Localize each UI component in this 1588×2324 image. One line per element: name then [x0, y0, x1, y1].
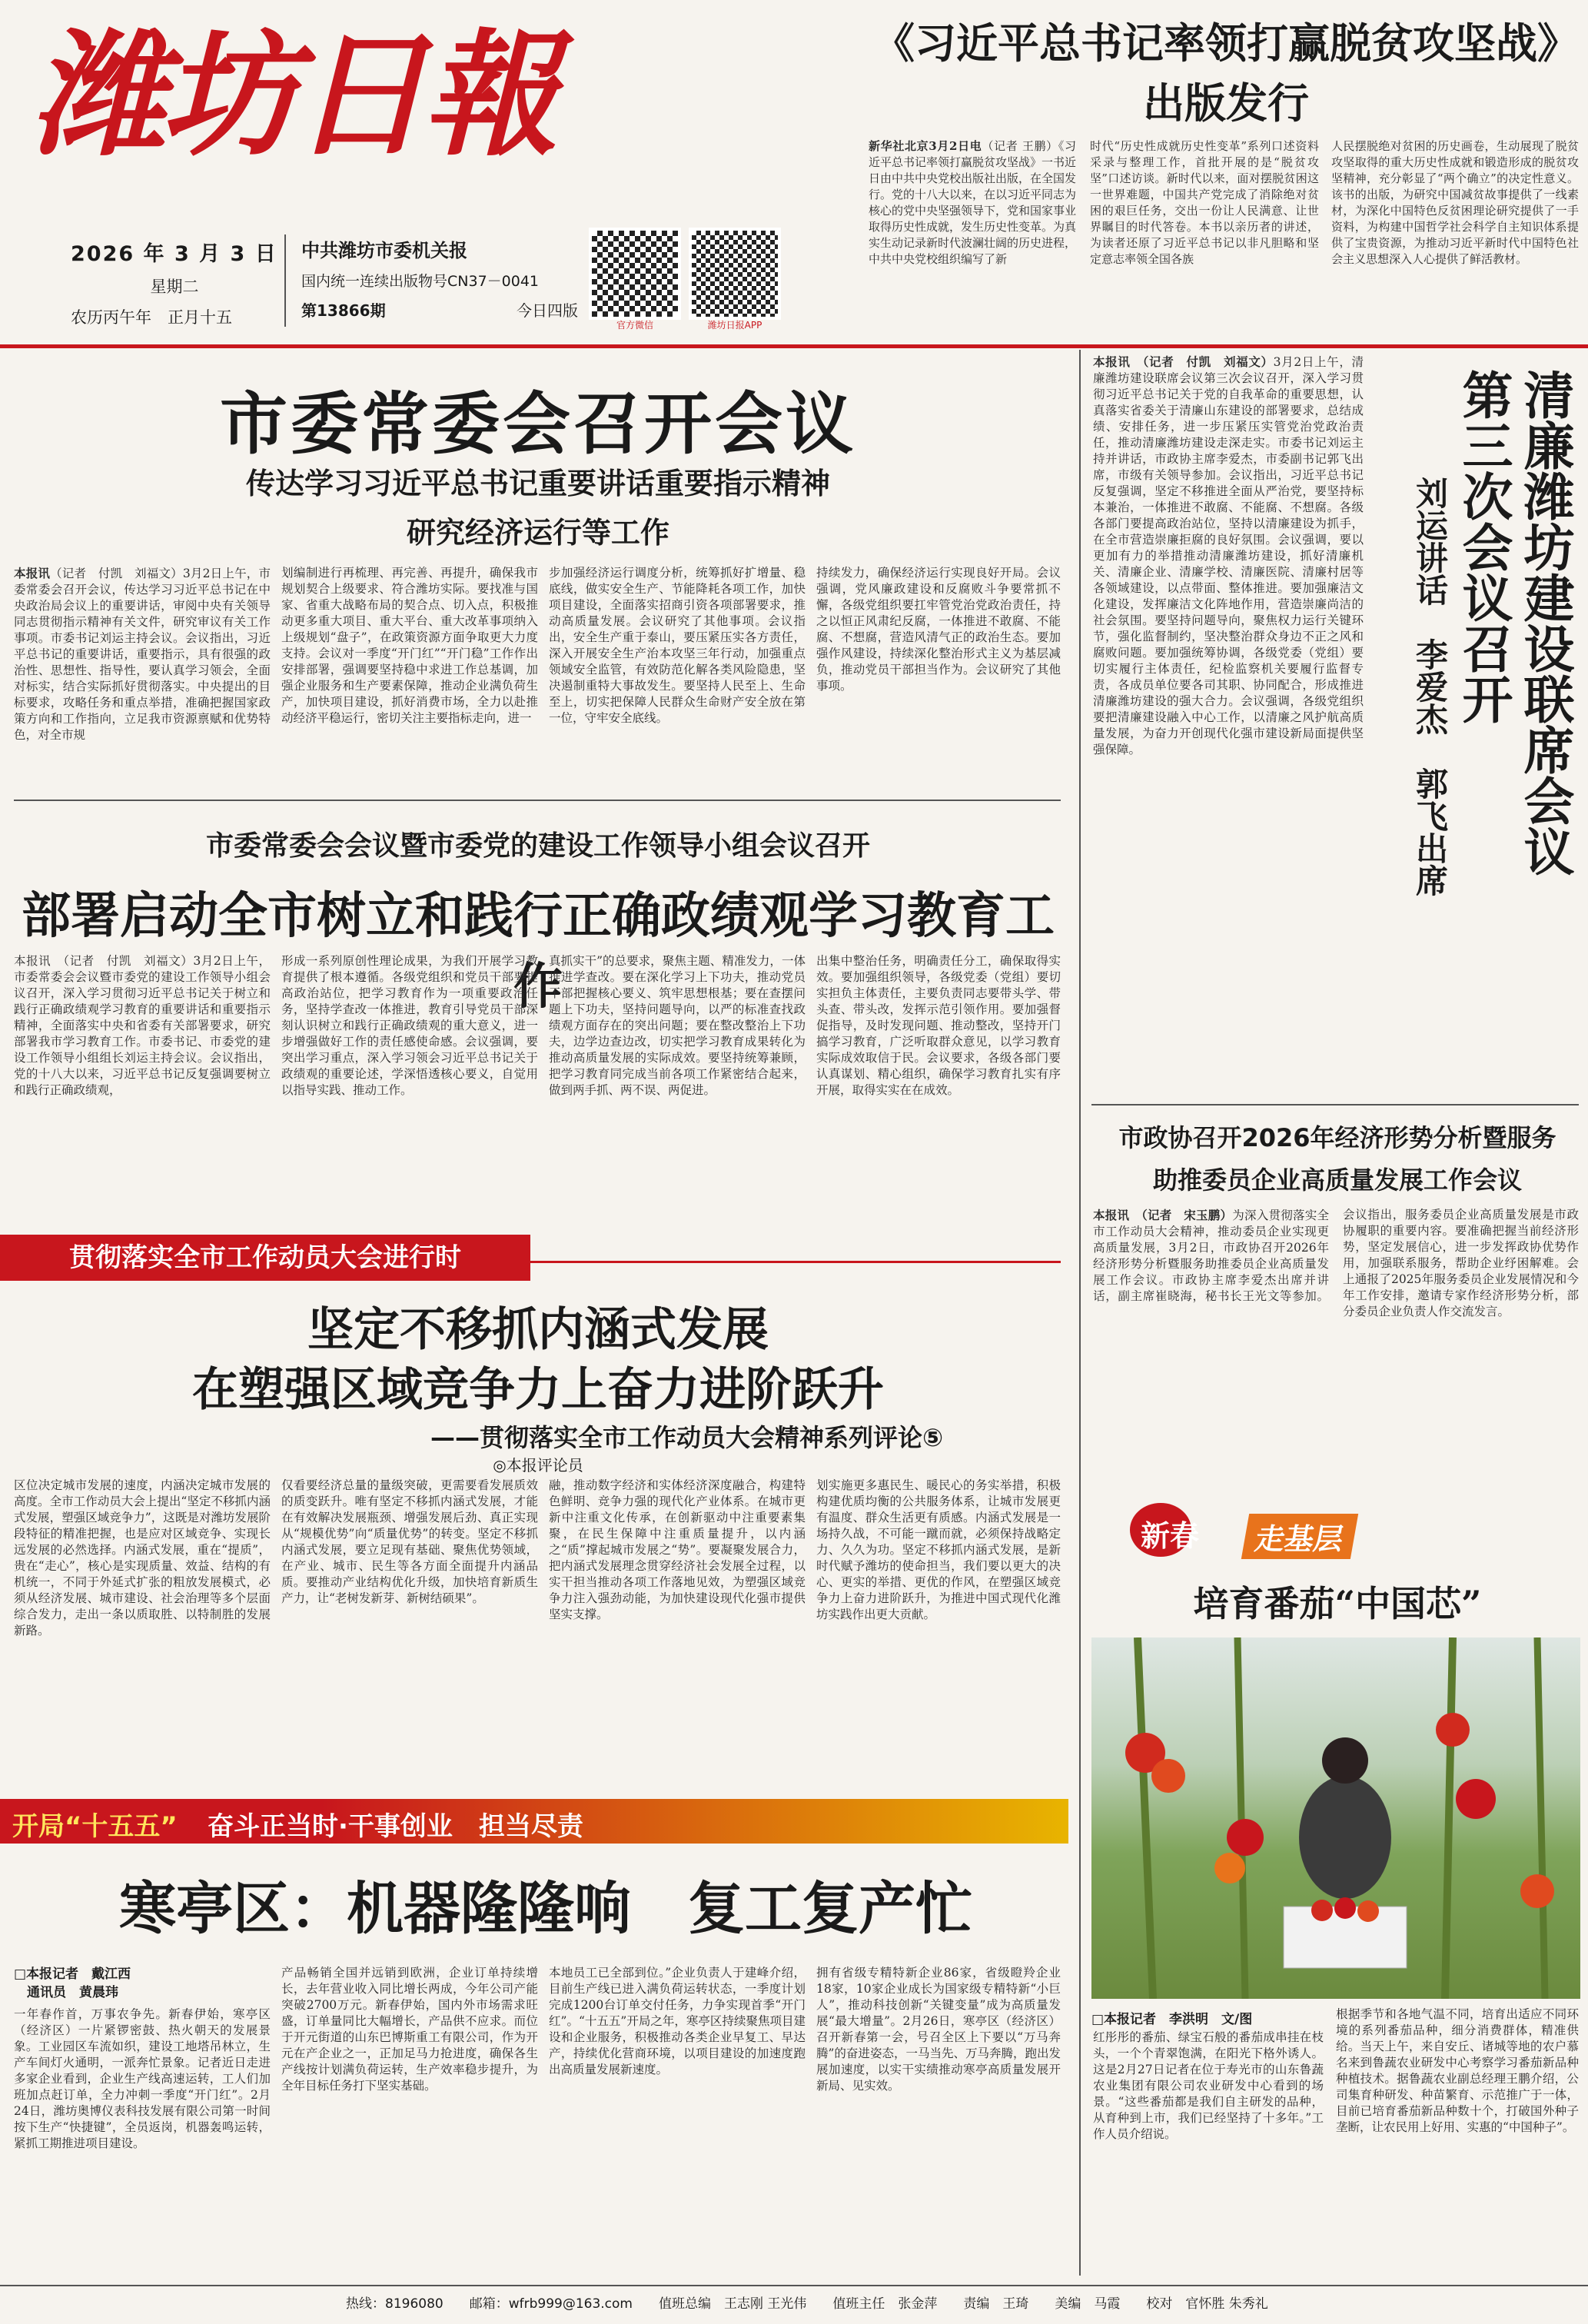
- divider: [1091, 1104, 1579, 1105]
- ribbon-right: 奋斗正当时·干事创业 担当尽责: [208, 1811, 583, 1842]
- feature-banner-red: 新春: [1141, 1519, 1200, 1553]
- footer-art-editor: 美编 马霞: [1055, 2296, 1121, 2312]
- right-lead-body: 本报讯 （记者 付凯 刘福文）3月2日上午，清廉潍坊建设联席会议第三次会议召开，深入学习贯彻习近平总书记关于党的自我革命的重要思想，认真落实省委关于清廉山东建设的部署要求，总结成绩、安排任务，进一步压紧压实管党治党政治责任，推动清廉潍坊建设走深走实。市委书记刘运主持并讲话，市政协主席李爱杰，市委副书记郭飞出席，市级有关领导参加。会议指出，习近平总书记反复强调，坚定不移推进全面从严治党，要坚持标本兼治，一体推进不敢腐、不能腐、不想腐。各级各部门要提高政治站位，坚持以清廉建设为抓手，在全市营造崇廉拒腐的良好氛围。会议强调，要以更加有力的举措推动清廉潍坊建设，抓好清廉机关、清廉企业、清廉学校、清廉医院、清廉村居等各领域建设，以点带面、整体推进。要加强廉洁文化建设，发挥廉洁文化阵地作用，营造崇廉尚洁的社会氛围。要坚持问题导向，聚焦权力运行关键环节，强化监督制约，坚决整治群众身边不正之风和腐败问题。要加强统筹协调，各级党委（党组）要切实履行主体责任，纪检监察机关要履行监督专责，各成员单位要各司其职、协同配合，形成推进清廉潍坊建设的强大合力。会议强调，各级党组织要把清廉建设融入中心工作，以清廉之风护航高质量发展，为奋力开创现代化强市建设新局面提供坚强保障。: [1093, 354, 1364, 756]
- campaign-col1: 区位决定城市发展的速度，内涵决定城市发展的高度。全市工作动员大会上提出“坚定不移抓内涵式发展，塑强区域竞争力”，这既是对潍坊发展阶段特征的精准把握，也是应对区域竞争、实现长远发展的必然选择。内涵式发展，重在“提质”，贵在“走心”，核心是实现质量、效益、结构的有机统一，不同于外延式扩张的粗放发展模式，必须从经济发展、城市建设、社会治理等多个层面综合发力，走出一条以质取胜、以特制胜的发展新路。: [14, 1478, 271, 1637]
- cn-number: 国内统一连续出版物号CN37－0041: [301, 273, 540, 290]
- feature-col1: 红彤彤的番茄、绿宝石般的番茄成串挂在枝头，一个个青翠饱满，在阳光下格外诱人。这是2月27日记者在位于寿光市的山东鲁蔬农业集团有限公司农业研发中心看到的场景。“这些番茄都是我们自主研发的品种，从育种到上市，我们已经坚持了十多年。”工作人员介绍说。: [1093, 2030, 1324, 2141]
- lead-subtitle-2: 研究经济运行等工作: [406, 516, 669, 550]
- ribbon-left: 开局“十五五”: [12, 1811, 178, 1842]
- issue-weekday: 星期二: [150, 278, 199, 296]
- footer-hotline: 热线：8196080: [346, 2296, 444, 2312]
- feature-photo: [1091, 1637, 1580, 1999]
- campaign-col4: 划实施更多惠民生、暖民心的务实举措，积极构建优质均衡的公共服务体系，让城市发展更有温度、群众生活更有质感。内涵式发展是一场持久战，不可能一蹴而就，必须保持战略定力、久久为功。坚定不移抓内涵式发展，是新时代赋予潍坊的使命担当，我们要以更大的决心、更实的举措、更优的作风，在塑强区域竞争力上奋力进阶跃升，为推进中国式现代化潍坊实践作出更大贡献。: [816, 1478, 1061, 1621]
- campaign-banner: 贯彻落实全市工作动员大会进行时: [0, 1235, 530, 1281]
- right-lead-title: 清廉潍坊建设联席会议第三次会议召开: [1453, 369, 1575, 876]
- feature-banner: [1130, 1503, 1391, 1557]
- masthead-divider: [284, 234, 286, 327]
- footer-rule: [0, 2285, 1588, 2286]
- campaign-title-1: 坚定不移抓内涵式发展: [307, 1303, 769, 1357]
- lead-col1: 本报讯（记者 付凯 刘福文）3月2日上午，市委常委会召开会议，传达学习习近平总书记在中央政治局会议上的重要讲话，审阅中央有关领导同志贯彻指示精神有关文件，研究审议有关工作事项。市委书记刘运主持会议。会议指出，习近平总书记的重要讲话，重要指示，具有很强的政治性、思想性、指导性，要认真学习领会，全面对标实，结合实际抓好贯彻落实。中央提出的目标要求，攻略任务和重点举措，准确把握国家政策方向和工作指向，立足我市资源禀赋和优势特色，对全市规: [14, 566, 271, 742]
- footer-proofreader: 校对 官怀胜 朱秀礼: [1146, 2296, 1268, 2312]
- masthead-info-block: [301, 235, 578, 321]
- footer-editor: 值班总编 王志刚 王光伟: [659, 2296, 807, 2312]
- footer: [346, 2292, 1576, 2312]
- masthead-date-block: [71, 237, 278, 328]
- right-mid-title-2: 助推委员企业高质量发展工作会议: [1152, 1165, 1522, 1195]
- qr-app[interactable]: [689, 228, 781, 320]
- second-col1: 本报讯 （记者 付凯 刘福文）3月2日上午，市委常委会会议暨市委党的建设工作领导小组会议召开，深入学习贯彻习近平总书记关于树立和践行正确政绩观学习教育的重要讲话和重要指示精神，全面落实中央和省委有关部署要求，研究部署我市学习教育工作。市委书记、市委党的建设工作领导小组组长刘运主持会议。会议指出，党的十八大以来，习近平总书记反复强调要树立和践行正确政绩观，: [14, 954, 271, 1097]
- second-col3: 真抓实干”的总要求，聚焦主题、精准发力，一体推进学查改。要在深化学习上下功夫，推动党员干部把握核心要义、筑牢思想根基；要在查摆问题上下功夫，坚持问题导向，以严的标准查找政绩观方面存在的突出问题；要在整改整治上下功夫，边学边查边改，切实把学习教育成果转化为推动高质量发展的实际成效。要坚持统筹兼顾，把学习教育同完成当前各项工作紧密结合起来，做到两手抓、两不误、两促进。: [549, 954, 806, 1097]
- issue-number: 第13866期: [301, 301, 386, 320]
- issue-lunar: 农历丙午年 正月十五: [71, 308, 232, 327]
- footer-email: 邮箱：wfrb999@163.com: [469, 2296, 633, 2312]
- issue-date: 2026 年 3 月 3 日: [71, 242, 277, 266]
- qr-wechat[interactable]: [589, 228, 681, 320]
- campaign-title-2: 在塑强区域竞争力上奋力进阶跃升: [192, 1363, 884, 1417]
- campaign-col3: 融，推动数字经济和实体经济深度融合，构建特色鲜明、竞争力强的现代化产业体系。在城市更新中注重文化传承，在创新驱动中注重要素集聚，在民生保障中注重质量提升，以内涵之“质”撑起城市发展之“势”。要凝聚发展合力，把内涵式发展理念贯穿经济社会发展全过程，以实干担当推动各项工作落地见效，为塑强区域竞争力注入强劲动能，为加快建设现代化强市提供坚实支撑。: [549, 1478, 806, 1621]
- bottom-title: 寒亭区：机器隆隆响 复工复产忙: [119, 1876, 972, 1942]
- feature-title: 培育番茄“中国芯”: [1193, 1583, 1482, 1624]
- feature-credit: □本报记者 李洪明 文/图: [1091, 2012, 1253, 2027]
- footer-director: 值班主任 张金萍: [832, 2296, 938, 2312]
- bottom-col1: 一年春作首，万事农争先。新春伊始，寒亭区（经济区）一片紧锣密鼓、热火朝天的发展景象。工业园区车流如织，建设工地塔吊林立，生产车间灯火通明，一派奔忙景象。记者近日走进多家企业看到，企业生产线高速运转，工人们加班加点赶订单，全力冲刺一季度“开门红”。2月24日，潍坊奥博仪表科技发展有限公司第一时间按下生产“快捷键”，全员返岗，机器轰鸣运转，紧抓工期推进项目建设。: [14, 2007, 271, 2150]
- top-story-col3: 人民摆脱绝对贫困的历史画卷，生动展现了脱贫攻坚取得的重大历史性成就和锻造形成的脱贫攻坚精神，充分彰显了“两个确立”的决定性意义。该书的出版，为研究中国减贫故事提供了一线素材，为深化中国特色反贫困理论研究提供了一手资料，为构建中国哲学社会科学自主知识体系提供了宝贵资源，为推动习近平新时代中国特色社会主义思想深入人心提供了鲜活教材。: [1331, 139, 1579, 266]
- masthead-logo: 潍坊日報: [31, 15, 554, 175]
- lead-col3: 步加强经济运行调度分析，统筹抓好扩增量、稳底线，做实安全生产、节能降耗各项工作，加快项目建设，全面落实招商引资各项部署要求，推动高质量发展。会议研究了其他事项。会议指出，安全生产重于泰山，要压紧压实各方责任，深入开展安全生产治本攻坚三年行动，加强重点领域安全监管，有效防范化解各类风险隐患，坚决遏制重特大事故发生。要坚持人民至上、生命至上，切实把保障人民群众生命财产安全放在第一位，守牢安全底线。: [549, 566, 806, 725]
- second-col2: 形成一系列原创性理论成果，为我们开展学习教育提供了根本遵循。各级党组织和党员干部要提高政治站位，把学习教育作为一项重要政治任务，坚持学查改一体推进，教育引导党员干部深刻认识树立和践行正确政绩观的重大意义，进一步增强做好工作的责任感使命感。会议强调，要突出学习重点，深入学习领会习近平总书记关于政绩观的重要论述，学深悟透核心要义，自觉用以指导实践、推动工作。: [281, 954, 538, 1097]
- feature-col2: 根据季节和各地气温不同，培育出适应不同环境的系列番茄品种，细分消费群体，精准供给。当天上午，来自安丘、诸城等地的农户慕名来到鲁蔬农业研发中心考察学习番茄新品种种植技术。据鲁蔬农业副总经理王鹏介绍，公司集育种研发、种苗繁育、示范推广于一体，目前已培育番茄新品种数十个，打破国外种子垄断，让农民用上好用、实惠的“中国种子”。: [1336, 2007, 1579, 2134]
- ribbon-banner: [0, 1799, 1068, 1844]
- top-story-title-2: 出版发行: [1143, 78, 1309, 128]
- feature-banner-orange: 走基层: [1241, 1514, 1358, 1559]
- lead-col4: 持续发力，确保经济运行实现良好开局。会议强调，党风廉政建设和反腐败斗争要常抓不懈，各级党组织要扛牢管党治党政治责任，持之以恒正风肃纪反腐，一体推进不敢腐、不能腐、不想腐，营造风清气正的政治生态。要加强作风建设，持续深化整治形式主义为基层减负，推动党员干部担当作为。会议研究了其他事项。: [816, 566, 1061, 693]
- divider: [14, 800, 1061, 801]
- qr-wechat-label: 官方微信: [616, 320, 653, 331]
- lead-title: 市委常委会召开会议: [219, 384, 856, 464]
- bottom-col3: 本地员工已全部到位。”企业负责人于建峰介绍，目前生产线已进入满负荷运转状态，一季度计划完成1200台订单交付任务，力争实现首季“开门红”。“十五五”开局之年，寒亭区持续聚焦项目建设和企业服务，积极推动各类企业早复工、早达产，持续优化营商环境，以项目建设的加速度跑出高质量发展新速度。: [549, 1966, 806, 2076]
- organ-name: 中共潍坊市委机关报: [301, 240, 467, 261]
- top-story-title: 《习近平总书记率领打赢脱贫攻坚战》: [873, 18, 1579, 68]
- top-story-col2: 时代“历史性成就历史性变革”系列口述资料采录与整理工作，首批开展的是“脱贫攻坚”口述访谈。新时代以来，面对摆脱贫困这一世界难题，中国共产党完成了消除绝对贫困的艰巨任务，交出一份让人民满意、让世界瞩目的时代答卷。本书以亲历者的讲述，为读者还原了习近平总书记以非凡胆略和坚定意志率领全国各族: [1090, 139, 1319, 266]
- bottom-col2: 产品畅销全国并远销到欧洲，企业订单持续增长，去年营业收入同比增长两成，今年公司产能突破2700万元。新春伊始，国内外市场需求旺盛，订单量同比大幅增长，产品供不应求。而位于开元街道的山东巴博斯重工有限公司，作为开元在产企业之一，正加足马力抢进度，确保各生产线按计划满负荷运转，生产效率稳步提升，为全年目标任务打下坚实基础。: [281, 1966, 538, 2093]
- bottom-byline: □本报记者 戴江西 通讯员 黄晨玮: [14, 1967, 131, 2000]
- column-divider: [1079, 350, 1081, 2276]
- lead-col2: 划编制进行再梳理、再完善、再提升，确保我市规划契合上级要求、符合潍坊实际。要找准与国家、省重大战略布局的契合点、切入点，积极推动更多重大项目、重大平台、重大改革事项纳入上级规划“盘子”，在政策资源方面争取更大力度支持。会议对一季度“开门红”“开门稳”工作作出安排部署，强调要坚持稳中求进工作总基调，加强企业服务和生产要素保障，推动企业满负荷生产，加快项目建设，抓好消费市场，全力以赴推动经济平稳运行，密切关注主要指标走向，进一: [281, 566, 538, 725]
- campaign-subtitle: ——贯彻落实全市工作动员大会精神系列评论⑤: [430, 1423, 944, 1452]
- right-mid-body: 本报讯 （记者 宋玉鹏）为深入贯彻落实全市工作动员大会精神，推动委员企业实现更高质量发展，3月2日，市政协召开2026年经济形势分析暨服务助推委员企业高质量发展工作会议。市政协主席李爱杰出席并讲话，副主席崔晓海，秘书长王光文等参加。会议指出，服务委员企业高质量发展是市政协履职的重要内容。要准确把握当前经济形势，坚定发展信心，进一步发挥政协优势作用，加强联系服务，帮助企业纾困解难。会上通报了2025年服务委员企业发展情况和今年工作安排，邀请专家作经济形势分析，部分委员企业负责人作交流发言。: [1093, 1208, 1579, 1318]
- page-count: 今日四版: [517, 301, 578, 320]
- footer-responsible-editor: 责编 王琦: [963, 2296, 1029, 2312]
- campaign-author: ◎本报评论员: [493, 1456, 583, 1475]
- top-story-col1: 新华社北京3月2日电（记者 王鹏）《习近平总书记率领打赢脱贫攻坚战》一书近日由中共中央党校出版社出版，在全国发行。党的十八大以来，在以习近平同志为核心的党中央坚强领导下，党和国家事业取得历史性成就，发生历史性变革。为真实生动记录新时代波澜壮阔的历史进程，中共中央党校组织编写了新: [869, 139, 1076, 266]
- right-lead-speakers: 刘运讲话 李爱杰 郭飞出席: [1411, 477, 1449, 896]
- campaign-col2: 仅看要经济总量的量级突破，更需要看发展质效的质变跃升。唯有坚定不移抓内涵式发展，才能在有效解决发展瓶颈、增强发展后劲、真正实现从“规模优势”向“质量优势”的转变。坚定不移抓内涵式发展，要立足现有基础、聚焦优势领域，在产业、城市、民生等各方面全面提升内涵品质。要推动产业结构优化升级，加快培育新质生产力，让“老树发新芽、新树结硕果”。: [281, 1478, 538, 1605]
- bottom-col4: 拥有省级专精特新企业86家，省级瞪羚企业18家，10家企业成长为国家级专精特新“小巨人”，推动科技创新“关键变量”成为高质量发展“最大增量”。2月26日，寒亭区（经济区）召开新春第一会，号召全区上下要以“万马奔腾”的奋进姿态，一马当先、万马奔腾，跑出发展加速度，以实干实绩推动寒亭高质量发展开新局、见实效。: [816, 1966, 1061, 2093]
- second-kicker: 市委常委会会议暨市委党的建设工作领导小组会议召开: [205, 830, 870, 862]
- masthead-rule: [0, 344, 1588, 348]
- right-mid-title-1: 市政协召开2026年经济形势分析暨服务: [1118, 1123, 1556, 1152]
- second-col4: 出集中整治任务，明确责任分工，确保取得实效。要加强组织领导，各级党委（党组）要切实担负主体责任，主要负责同志要带头学、带头查、带头改，发挥示范引领作用。要加强督促指导，及时发现问题、推动整改，坚持开门搞学习教育，广泛听取群众意见，以学习教育实际成效取信于民。会议要求，各级各部门要认真谋划、精心组织，确保学习教育扎实有序开展，取得实实在在成效。: [816, 954, 1061, 1097]
- tomato-scene: [1091, 1637, 1580, 1999]
- banner-rule: [530, 1261, 1061, 1263]
- qr-app-label: 潍坊日报APP: [707, 320, 762, 331]
- second-title: 部署启动全市树立和践行正确政绩观学习教育工作: [22, 887, 1055, 1016]
- lead-subtitle-1: 传达学习习近平总书记重要讲话重要指示精神: [245, 467, 830, 500]
